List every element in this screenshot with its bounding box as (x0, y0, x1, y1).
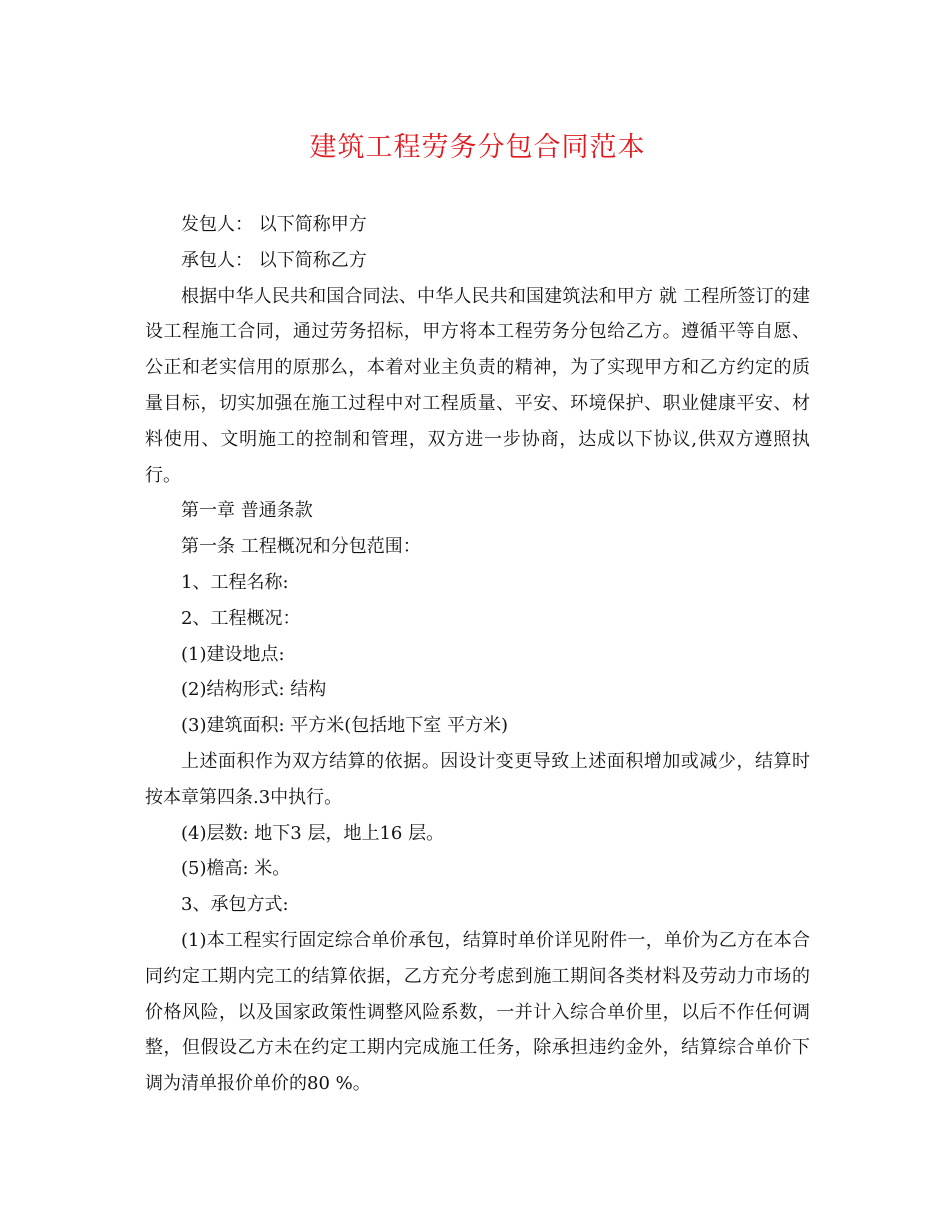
chapter-heading: 第一章 普通条款 (181, 500, 313, 522)
document-page (145, 128, 810, 1102)
construction-site-item: (1)建设地点: (181, 643, 285, 665)
party-a-line: 发包人： 以下简称甲方 (181, 214, 367, 235)
document-title: 建筑工程劳务分包合同范本 (309, 132, 646, 163)
eave-height-item: (5)檐高: 米。 (181, 858, 291, 880)
party-b-line: 承包人： 以下简称乙方 (181, 249, 367, 271)
project-overview-item: 2、工程概况： (181, 607, 301, 629)
area-settlement-paragraph: 上述面积作为双方结算的依据。因设计变更导致上述面积增加或减少，结算时按本章第四条.3中执行。 (145, 750, 810, 808)
project-name-item: 1、工程名称: (181, 571, 289, 593)
fixed-price-paragraph: (1)本工程实行固定综合单价承包，结算时单价详见附件一，单价为乙方在本合同约定工期内完工的结算依据，乙方充分考虑到施工期间各类材料及劳动力市场的价格风险，以及国家政策性调整风险系数，一并计入综合单价里，以后不作任何调整，但假设乙方未在约定工期内完成施工任务，除承担违约金外，结算综合单价下调为清单报价单价的80 %。 (145, 929, 810, 1095)
article-heading: 第一条 工程概况和分包范围： (181, 536, 421, 558)
structure-type-item: (2)结构形式: 结构 (181, 679, 327, 701)
building-area-item: (3)建筑面积: 平方米(包括地下室 平方米) (181, 715, 509, 737)
preamble-paragraph: 根据中华人民共和国合同法、中华人民共和国建筑法和甲方 就 工程所签订的建设工程施工合同，通过劳务招标，甲方将本工程劳务分包给乙方。遵循平等自愿、公正和老实信用的原那么，本着对业主负责的精神，为了实现甲方和乙方约定的质量目标，切实加强在施工过程中对工程质量、平安、环境保护、职业健康平安、材料使用、文明施工的控制和管理，双方进一步协商，达成以下协议,供双方遵照执行。 (145, 285, 810, 486)
floors-item: (4)层数: 地下3 层，地上16 层。 (181, 822, 445, 844)
contract-method-item: 3、承包方式: (181, 894, 289, 916)
